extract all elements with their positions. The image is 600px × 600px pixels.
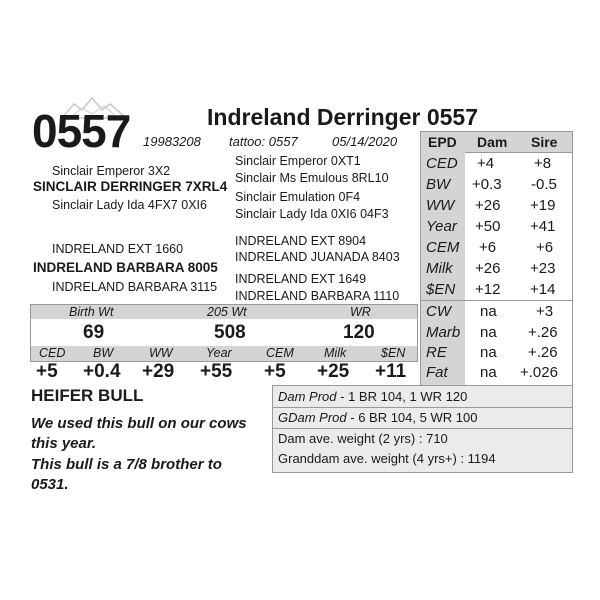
dam-prod-value: - 1 BR 104, 1 WR 120 bbox=[336, 389, 468, 404]
bull-epd-value-bw: +0.4 bbox=[83, 361, 121, 382]
epd-row-label: BW bbox=[426, 176, 451, 193]
dam-prod-label: Dam Prod bbox=[278, 389, 337, 404]
bull-epd-label-ced: CED bbox=[39, 346, 66, 360]
epd-row-label: $EN bbox=[426, 281, 456, 298]
comment-line: This bull is a 7/8 brother to bbox=[31, 456, 222, 473]
epd-sire-value: +.026 bbox=[520, 364, 558, 381]
epd-sire-value: +.26 bbox=[528, 324, 558, 341]
birth-weight-label: Birth Wt bbox=[69, 305, 114, 319]
sire-sire-sire: Sinclair Emperor 0XT1 bbox=[235, 154, 361, 168]
production-divider bbox=[273, 407, 572, 408]
bull-epd-header bbox=[30, 346, 418, 362]
bull-epd-label-cem: CEM bbox=[266, 346, 294, 360]
epd-sire-value: +.26 bbox=[528, 344, 558, 361]
epd-dam-value: na bbox=[480, 344, 497, 361]
performance-box bbox=[30, 304, 418, 348]
gdam-prod-value: - 6 BR 104, 5 WR 100 bbox=[346, 410, 478, 425]
epd-dam-value: +50 bbox=[475, 218, 501, 235]
epd-row-label: CEM bbox=[426, 239, 460, 256]
epd-sire-value: +23 bbox=[530, 260, 556, 277]
parent-epd-table bbox=[420, 131, 573, 386]
epd-header-label: EPD bbox=[428, 134, 457, 150]
dam-sire-dam: INDRELAND JUANADA 8403 bbox=[235, 250, 400, 264]
sire-dam-dam: Sinclair Lady Ida 0XI6 04F3 bbox=[235, 207, 389, 221]
epd-row-label: Fat bbox=[426, 364, 448, 381]
epd-sire-value: +41 bbox=[530, 218, 556, 235]
animal-name: Indreland Derringer 0557 bbox=[207, 104, 478, 130]
sire-sire: Sinclair Emperor 3X2 bbox=[52, 164, 171, 178]
dam-production bbox=[278, 389, 467, 405]
dam-sire: INDRELAND EXT 1660 bbox=[52, 242, 184, 256]
epd-dam-value: +12 bbox=[475, 281, 501, 298]
epd-row-label: CED bbox=[426, 155, 458, 172]
dam-dam-sire: INDRELAND EXT 1649 bbox=[235, 272, 367, 286]
dam: INDRELAND BARBARA 8005 bbox=[33, 260, 218, 275]
sire-dam: Sinclair Lady Ida 4FX7 0XI6 bbox=[52, 198, 207, 212]
bull-epd-label-year: Year bbox=[206, 346, 232, 360]
registration-number: 19983208 bbox=[143, 134, 201, 149]
birth-date: 05/14/2020 bbox=[332, 134, 398, 149]
production-divider bbox=[273, 428, 572, 429]
gdam-prod-label: GDam Prod bbox=[278, 410, 347, 425]
epd-header-dam: Dam bbox=[477, 134, 508, 150]
bull-epd-value-milk: +25 bbox=[317, 361, 350, 382]
comment-line: We used this bull on our cows bbox=[31, 415, 247, 432]
epd-row-label: RE bbox=[426, 344, 447, 361]
bull-epd-value-ww: +29 bbox=[142, 361, 175, 382]
lot-number: 0557 bbox=[32, 105, 131, 157]
sire-dam-sire: Sinclair Emulation 0F4 bbox=[235, 190, 361, 204]
epd-dam-value: +26 bbox=[475, 260, 501, 277]
weaning-weight-label: 205 Wt bbox=[207, 305, 247, 319]
epd-row-label: Marb bbox=[426, 324, 461, 341]
epd-row-label: WW bbox=[426, 197, 455, 214]
dam-dam: INDRELAND BARBARA 3115 bbox=[52, 280, 218, 294]
epd-row-label: Milk bbox=[426, 260, 453, 277]
bull-epd-label-ww: WW bbox=[149, 346, 173, 360]
epd-row-label: Year bbox=[426, 218, 457, 235]
bull-epd-label-en: $EN bbox=[381, 346, 406, 360]
epd-row-label: CW bbox=[426, 303, 451, 320]
granddam-average-weight: Granddam ave. weight (4 yrs+) : 1194 bbox=[278, 451, 496, 466]
dam-dam-dam: INDRELAND BARBARA 1110 bbox=[235, 289, 400, 303]
birth-weight-value: 69 bbox=[83, 322, 105, 343]
sire: SINCLAIR DERRINGER 7XRL4 bbox=[33, 179, 228, 194]
epd-dam-value: +0.3 bbox=[472, 176, 502, 193]
epd-sire-value: -0.5 bbox=[531, 176, 557, 193]
epd-sire-value: +3 bbox=[536, 303, 554, 320]
dam-sire-sire: INDRELAND EXT 8904 bbox=[235, 234, 367, 248]
epd-dam-value: na bbox=[480, 364, 497, 381]
bull-epd-value-en: +11 bbox=[375, 361, 407, 382]
epd-dam-value: na bbox=[480, 303, 497, 320]
comment-line: this year. bbox=[31, 435, 97, 452]
weaning-ratio-value: 120 bbox=[343, 322, 375, 343]
epd-sire-value: +19 bbox=[530, 197, 556, 214]
epd-dam-value: na bbox=[480, 324, 497, 341]
epd-sire-value: +14 bbox=[530, 281, 556, 298]
dam-average-weight: Dam ave. weight (2 yrs) : 710 bbox=[278, 431, 448, 446]
production-box bbox=[272, 385, 573, 473]
epd-dam-value: +26 bbox=[475, 197, 501, 214]
granddam-production bbox=[278, 410, 477, 426]
sire-sire-dam: Sinclair Ms Emulous 8RL10 bbox=[235, 171, 389, 185]
comment-line: 0531. bbox=[31, 476, 69, 493]
epd-sire-value: +8 bbox=[534, 155, 552, 172]
bull-epd-label-bw: BW bbox=[93, 346, 114, 360]
weaning-weight-value: 508 bbox=[214, 322, 246, 343]
bull-epd-label-milk: Milk bbox=[324, 346, 347, 360]
tattoo: tattoo: 0557 bbox=[229, 134, 298, 149]
bull-epd-value-ced: +5 bbox=[36, 361, 58, 382]
epd-dam-value: +4 bbox=[477, 155, 495, 172]
bull-epd-value-cem: +5 bbox=[264, 361, 286, 382]
epd-sire-value: +6 bbox=[536, 239, 554, 256]
weaning-ratio-label: WR bbox=[350, 305, 371, 319]
epd-dam-value: +6 bbox=[479, 239, 497, 256]
bull-epd-value-year: +55 bbox=[200, 361, 233, 382]
epd-header-sire: Sire bbox=[531, 134, 558, 150]
epd-table-divider bbox=[421, 300, 572, 301]
category-label: HEIFER BULL bbox=[31, 386, 144, 405]
